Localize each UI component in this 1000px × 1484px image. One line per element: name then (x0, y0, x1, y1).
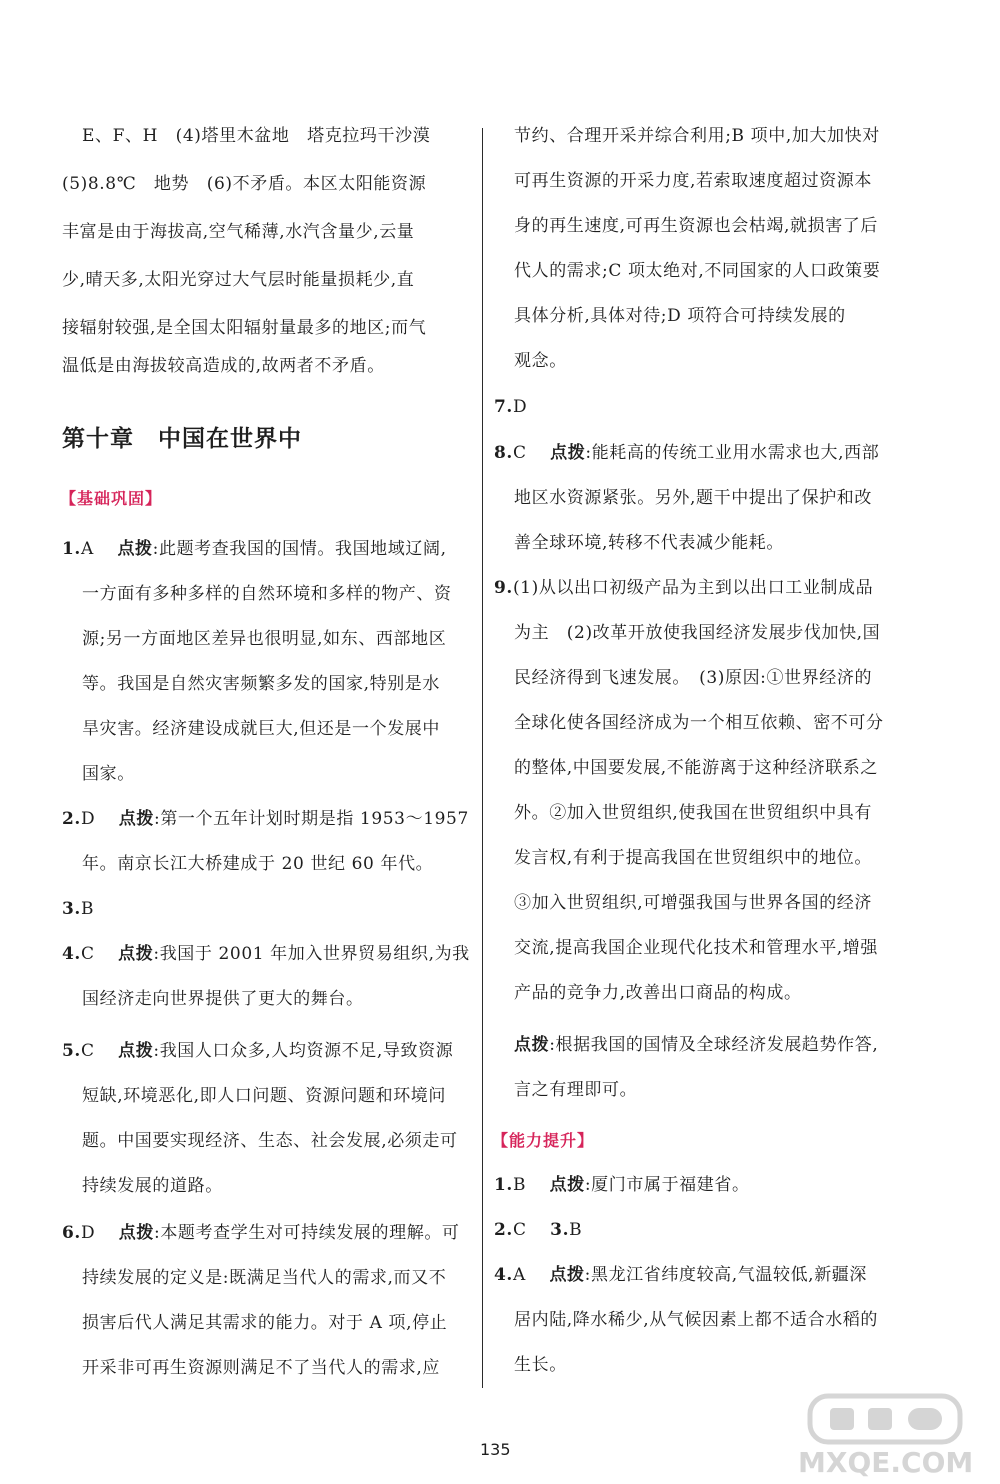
hint-label: 点拨 (549, 1175, 585, 1195)
question-text: :本题考查学生对可持续发展的理解。可 (154, 1223, 460, 1243)
answer-letter: D (80, 1223, 96, 1243)
text-line: 等。我国是自然灾害频繁多发的国家,特别是水 (82, 674, 441, 694)
text-line: 丰富是由于海拔高,空气稀薄,水汽含量少,云量 (62, 222, 415, 242)
text-line: 旱灾害。经济建设成就巨大,但还是一个发展中 (82, 719, 441, 739)
text-line: 年。南京长江大桥建成于 20 世纪 60 年代。 (82, 854, 434, 874)
question-number: 3. (550, 1220, 570, 1240)
text-line: E、F、H (4)塔里木盆地 塔克拉玛干沙漠 (82, 126, 431, 146)
answer-letter: C (512, 443, 527, 463)
text-line: 发言权,有利于提高我国在世贸组织中的地位。 (514, 848, 873, 868)
question-6 (62, 1222, 460, 1244)
text-line: 地区水资源紧张。另外,题干中提出了保护和改 (514, 488, 873, 508)
hint-label: 点拨 (117, 539, 153, 559)
watermark-logo (790, 1392, 990, 1480)
ability-question-4 (494, 1264, 867, 1286)
hint-label: 点拨 (118, 1223, 154, 1243)
text-line: 全球化使各国经济成为一个相互依赖、密不可分 (514, 713, 884, 733)
answer-letter: C (512, 1220, 527, 1240)
question-text: :我国于 2001 年加入世界贸易组织,为我 (153, 944, 470, 964)
question-number: 2. (494, 1220, 513, 1240)
text-line: 少,晴天多,太阳光穿过大气层时能量损耗少,直 (62, 270, 415, 290)
question-number: 4. (494, 1265, 513, 1285)
hint-label: 点拨 (549, 1265, 585, 1285)
text-line: 身的再生速度,可再生资源也会枯竭,就损害了后 (514, 216, 879, 236)
text-line: 为主 (2)改革开放使我国经济发展步伐加快,国 (514, 623, 881, 643)
text-line: 的整体,中国要发展,不能游离于这种经济联系之 (514, 758, 879, 778)
question-9 (494, 577, 873, 599)
question-text: :黑龙江省纬度较高,气温较低,新疆深 (584, 1265, 867, 1285)
text-line: 言之有理即可。 (514, 1080, 638, 1100)
ability-question-1 (494, 1174, 750, 1196)
question-number: 3. (62, 899, 81, 919)
ability-question-2-3 (494, 1219, 582, 1241)
text-line: 源;另一方面地区差异也很明显,如东、西部地区 (82, 629, 447, 649)
text-line: ③加入世贸组织,可增强我国与世界各国的经济 (514, 893, 873, 913)
question-number: 1. (494, 1175, 513, 1195)
question-2 (62, 808, 469, 830)
watermark-icon (790, 1392, 990, 1480)
section-ability-label: 【能力提升】 (492, 1131, 595, 1150)
hint-label: 点拨 (118, 1041, 154, 1061)
question-number: 4. (62, 944, 81, 964)
question-text: :我国人口众多,人均资源不足,导致资源 (153, 1041, 454, 1061)
question-number: 1. (62, 539, 81, 559)
answer-letter: C (80, 1041, 95, 1061)
text-line: 具体分析,具体对待;D 项符合可持续发展的 (514, 306, 846, 326)
question-number: 2. (62, 809, 81, 829)
text-line: 代人的需求;C 项太绝对,不同国家的人口政策要 (514, 261, 881, 281)
text-line: 短缺,环境恶化,即人口问题、资源问题和环境问 (82, 1086, 447, 1106)
question-text: :第一个五年计划时期是指 1953～1957 (154, 809, 469, 829)
text-line: 节约、合理开采并综合利用;B 项中,加大加快对 (514, 126, 880, 146)
text-line: (5)8.8℃ 地势 (6)不矛盾。本区太阳能资源 (62, 174, 427, 194)
text-line: 持续发展的定义是:既满足当代人的需求,而又不 (82, 1268, 447, 1288)
hint-label: 点拨 (550, 443, 586, 463)
text-line: 一方面有多种多样的自然环境和多样的物产、资 (82, 584, 452, 604)
answer-letter: B (569, 1220, 583, 1240)
text-line: 外。②加入世贸组织,使我国在世贸组织中具有 (514, 803, 873, 823)
text-line: 国家。 (82, 764, 135, 784)
text-line: 持续发展的道路。 (82, 1176, 223, 1196)
section-basic-label: 【基础巩固】 (60, 489, 163, 508)
question-5 (62, 1040, 453, 1062)
page-number: 135 (480, 1440, 511, 1459)
text-line: 居内陆,降水稀少,从气候因素上都不适合水稻的 (514, 1310, 879, 1330)
question-text: :能耗高的传统工业用水需求也大,西部 (585, 443, 880, 463)
question-text: :厦门市属于福建省。 (584, 1175, 750, 1195)
question-7 (494, 396, 527, 418)
question-1 (62, 538, 447, 560)
column-divider (482, 128, 483, 1388)
question-number: 8. (494, 443, 513, 463)
text-line: 生长。 (514, 1355, 567, 1375)
text-line: 民经济得到飞速发展。 (3)原因:①世界经济的 (514, 668, 873, 688)
question-number: 7. (494, 397, 513, 417)
question-number: 6. (62, 1223, 81, 1243)
answer-letter: A (80, 539, 94, 559)
hint-label: 点拨 (118, 944, 154, 964)
answer-letter: B (80, 899, 95, 919)
question-number: 5. (62, 1041, 81, 1061)
hint-line (514, 1034, 878, 1056)
chapter-title: 第十章 中国在世界中 (62, 426, 302, 452)
question-text: :此题考查我国的国情。我国地域辽阔, (152, 539, 447, 559)
hint-label: 点拨 (514, 1035, 550, 1055)
watermark-text: MXQE.COM (798, 1446, 974, 1479)
text-line: 开采非可再生资源则满足不了当代人的需求,应 (82, 1358, 441, 1378)
answer-letter: B (512, 1175, 527, 1195)
hint-label: 点拨 (118, 809, 154, 829)
answer-letter: D (512, 397, 528, 417)
answer-letter: D (80, 809, 96, 829)
answer-letter: A (512, 1265, 526, 1285)
text-line: 观念。 (514, 351, 567, 371)
question-text: (1)从以出口初级产品为主到以出口工业制成品 (512, 578, 874, 598)
question-4 (62, 943, 470, 965)
question-number: 9. (494, 578, 513, 598)
question-3 (62, 898, 94, 920)
text-line: 温低是由海拔较高造成的,故两者不矛盾。 (62, 356, 385, 376)
text-line: 交流,提高我国企业现代化技术和管理水平,增强 (514, 938, 879, 958)
text-line: 国经济走向世界提供了更大的舞台。 (82, 989, 364, 1009)
question-8 (494, 442, 879, 464)
text-line: 可再生资源的开采力度,若索取速度超过资源本 (514, 171, 873, 191)
text-line: 题。中国要实现经济、生态、社会发展,必须走可 (82, 1131, 458, 1151)
text-line: 善全球环境,转移不代表减少能耗。 (514, 533, 785, 553)
hint-text: :根据我国的国情及全球经济发展趋势作答, (549, 1035, 879, 1055)
text-line: 损害后代人满足其需求的能力。对于 A 项,停止 (82, 1313, 448, 1333)
text-line: 接辐射较强,是全国太阳辐射量最多的地区;而气 (62, 318, 427, 338)
text-line: 产品的竞争力,改善出口商品的构成。 (514, 983, 802, 1003)
answer-letter: C (80, 944, 95, 964)
